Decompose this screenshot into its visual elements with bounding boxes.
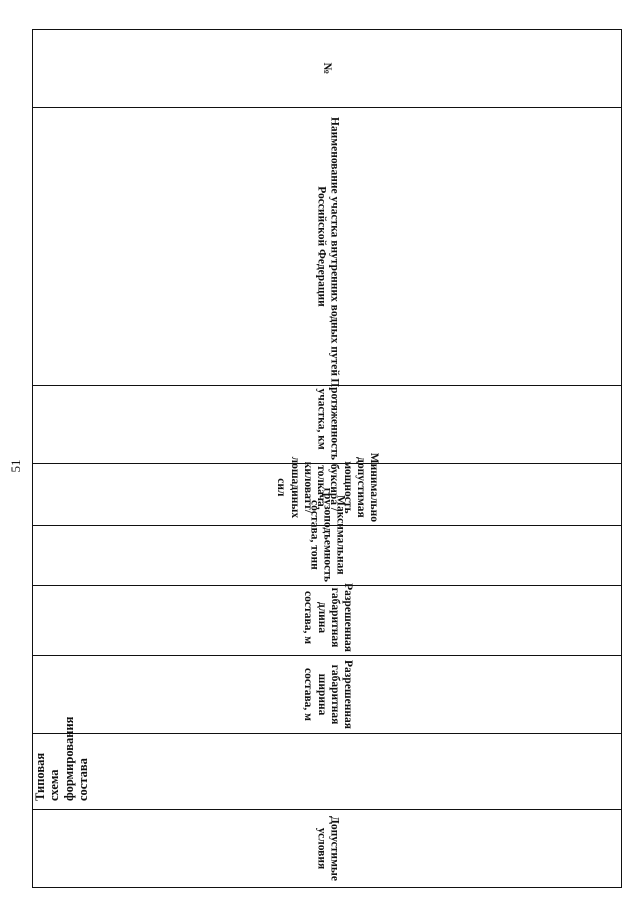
header-capacity: Максимальная грузоподъемность состава, тонн bbox=[33, 526, 622, 586]
header-no: № bbox=[33, 30, 622, 108]
header-schema: Типовая схема формирования состава bbox=[33, 734, 622, 810]
header-conditions: Допустимые условия bbox=[33, 810, 622, 888]
header-length: Протяженность участка, км bbox=[33, 386, 622, 464]
header-allowed-length: Разрешенная габаритная длина состава, м bbox=[33, 586, 622, 656]
header-row bbox=[33, 30, 622, 888]
header-power: Минимально допустимая мощность буксира / толкача, киловатт/лошадиных сил bbox=[33, 464, 622, 526]
header-allowed-width: Разрешенная габаритная ширина состава, м bbox=[33, 656, 622, 734]
rotated-page bbox=[32, 30, 622, 888]
navigation-table bbox=[32, 29, 622, 888]
page-number: 51 bbox=[8, 459, 23, 473]
header-name: Наименование участка внутренних водных путей Российской Федерации bbox=[33, 108, 622, 386]
